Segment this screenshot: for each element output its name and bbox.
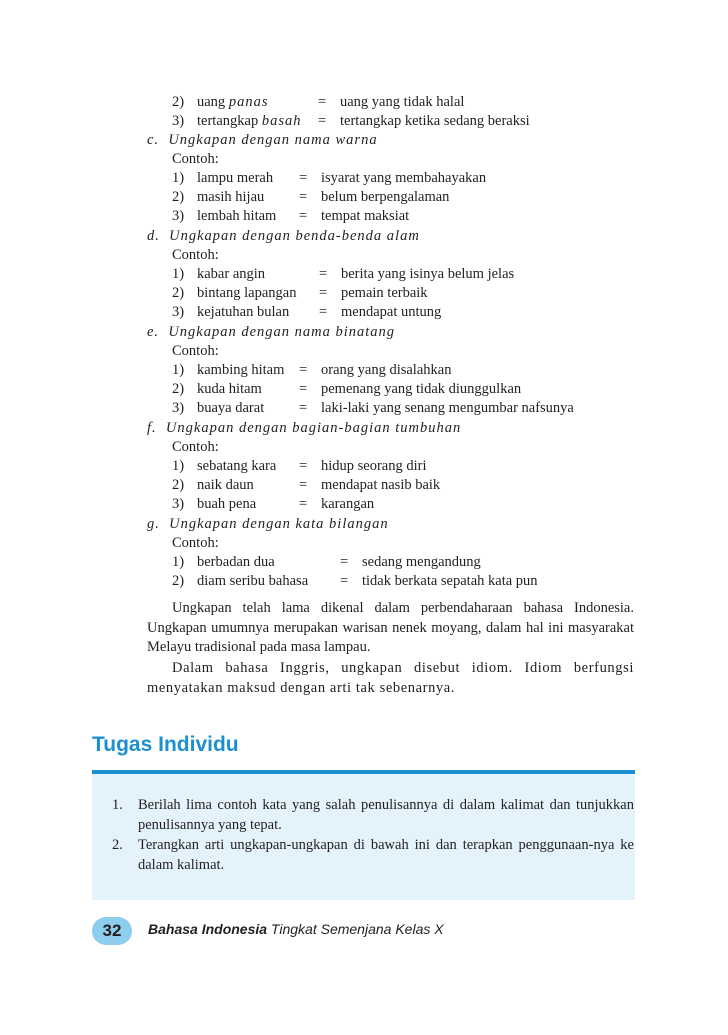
item-meaning: uang yang tidak halal — [340, 94, 465, 110]
paragraph: Dalam bahasa Inggris, ungkapan disebut idiom. Idiom berfungsi menyatakan maksud dengan arti tak sebenarnya. — [147, 660, 634, 696]
contoh-label: Contoh: — [172, 439, 219, 455]
contoh-label: Contoh: — [172, 343, 219, 359]
task-box — [92, 774, 635, 900]
contoh-label: Contoh: — [172, 535, 219, 551]
book-title: Bahasa Indonesia Tingkat Semenjana Kelas X — [148, 921, 444, 937]
task-number: 2. — [112, 837, 123, 853]
paragraph: Ungkapan telah lama dikenal dalam perbendaharaan bahasa Indonesia. Ungkapan umumnya merupakan warisan nenek moyang, dalam hal ini masyarakat Melayu tradisional pada masa lampau. — [147, 600, 634, 656]
item-phrase: uang panas — [197, 94, 269, 110]
item-phrase: tertangkap basah — [197, 113, 302, 129]
equals-sign: = — [318, 94, 327, 110]
task-text: Terangkan arti ungkapan-ungkapan di bawah ini dan terapkan penggunaan-nya ke dalam kalimat. — [138, 837, 634, 873]
page-number: 32 — [92, 917, 132, 945]
item-meaning: tertangkap ketika sedang beraksi — [340, 113, 530, 129]
equals-sign: = — [318, 113, 327, 129]
section-heading: e. Ungkapan dengan nama binatang — [147, 324, 396, 340]
section-heading: d. Ungkapan dengan benda-benda alam — [147, 228, 420, 244]
task-number: 1. — [112, 797, 123, 813]
section-title: Tugas Individu — [92, 733, 239, 756]
section-heading: f. Ungkapan dengan bagian-bagian tumbuhan — [147, 420, 462, 436]
item-number: 3) — [172, 113, 185, 129]
contoh-label: Contoh: — [172, 151, 219, 167]
section-heading: c. Ungkapan dengan nama warna — [147, 132, 378, 148]
section-heading: g. Ungkapan dengan kata bilangan — [147, 516, 389, 532]
item-number: 2) — [172, 94, 185, 110]
contoh-label: Contoh: — [172, 247, 219, 263]
task-text: Berilah lima contoh kata yang salah penulisannya di dalam kalimat dan tunjukkan penulisannya yang tepat. — [138, 797, 634, 833]
